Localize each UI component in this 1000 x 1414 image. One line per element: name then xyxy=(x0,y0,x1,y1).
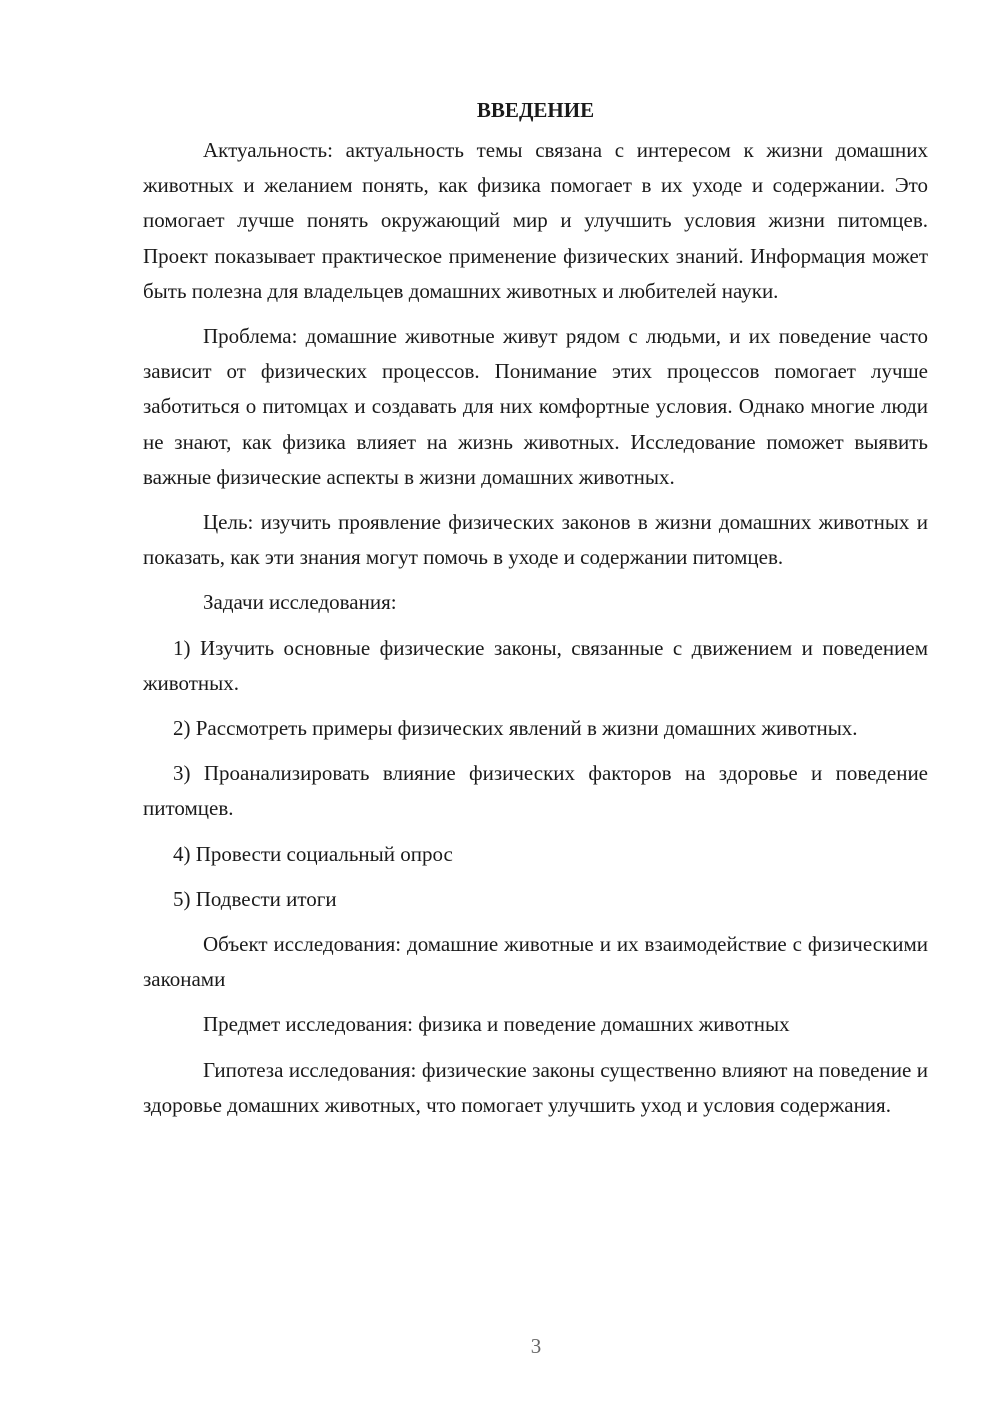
tasks-heading: Задачи исследования: xyxy=(203,590,397,615)
task-item-5: 5) Подвести итоги xyxy=(173,886,337,911)
task-item-2: 2) Рассмотреть примеры физических явлений в жизни домашних животных. xyxy=(173,716,858,741)
section-title: ВВЕДЕНИЕ xyxy=(476,98,595,122)
paragraph-hypothesis: Гипотеза исследования: физические законы существенно влияют на поведение и здоровье домашних животных, что помогает улучшить уход и условия содержания. xyxy=(143,1057,928,1117)
paragraph-subject: Предмет исследования: физика и поведение домашних животных xyxy=(203,1012,790,1037)
task-item-1: 1) Изучить основные физические законы, связанные с движением и поведением животных. xyxy=(143,635,928,695)
paragraph-goal: Цель: изучить проявление физических законов в жизни домашних животных и показать, как эти знания могут помочь в уходе и содержании питомцев. xyxy=(143,510,928,570)
paragraph-problem: Проблема: домашние животные живут рядом с людьми, и их поведение часто зависит от физических процессов. Понимание этих процессов помогает лучше заботиться о питомцах и создавать для них комфортные условия. Однако многие люди не знают, как физика влияет на жизнь животных. Исследование поможет выявить важные физические аспекты в жизни домашних животных. xyxy=(143,324,928,489)
task-item-4: 4) Провести социальный опрос xyxy=(173,841,453,866)
paragraph-object: Объект исследования: домашние животные и их взаимодействие с физическими законами xyxy=(143,932,928,992)
document-page xyxy=(143,92,928,1133)
task-item-3: 3) Проанализировать влияние физических факторов на здоровье и поведение питомцев. xyxy=(143,761,928,821)
paragraph-relevance: Актуальность: актуальность темы связана с интересом к жизни домашних животных и желанием понять, как физика помогает в их уходе и содержании. Это помогает лучше понять окружающий мир и улучшить условия жизни питомцев. Проект показывает практическое применение физических знаний. Информация может быть полезна для владельцев домашних животных и любителей науки. xyxy=(143,138,928,303)
page-number: 3 xyxy=(530,1334,542,1358)
